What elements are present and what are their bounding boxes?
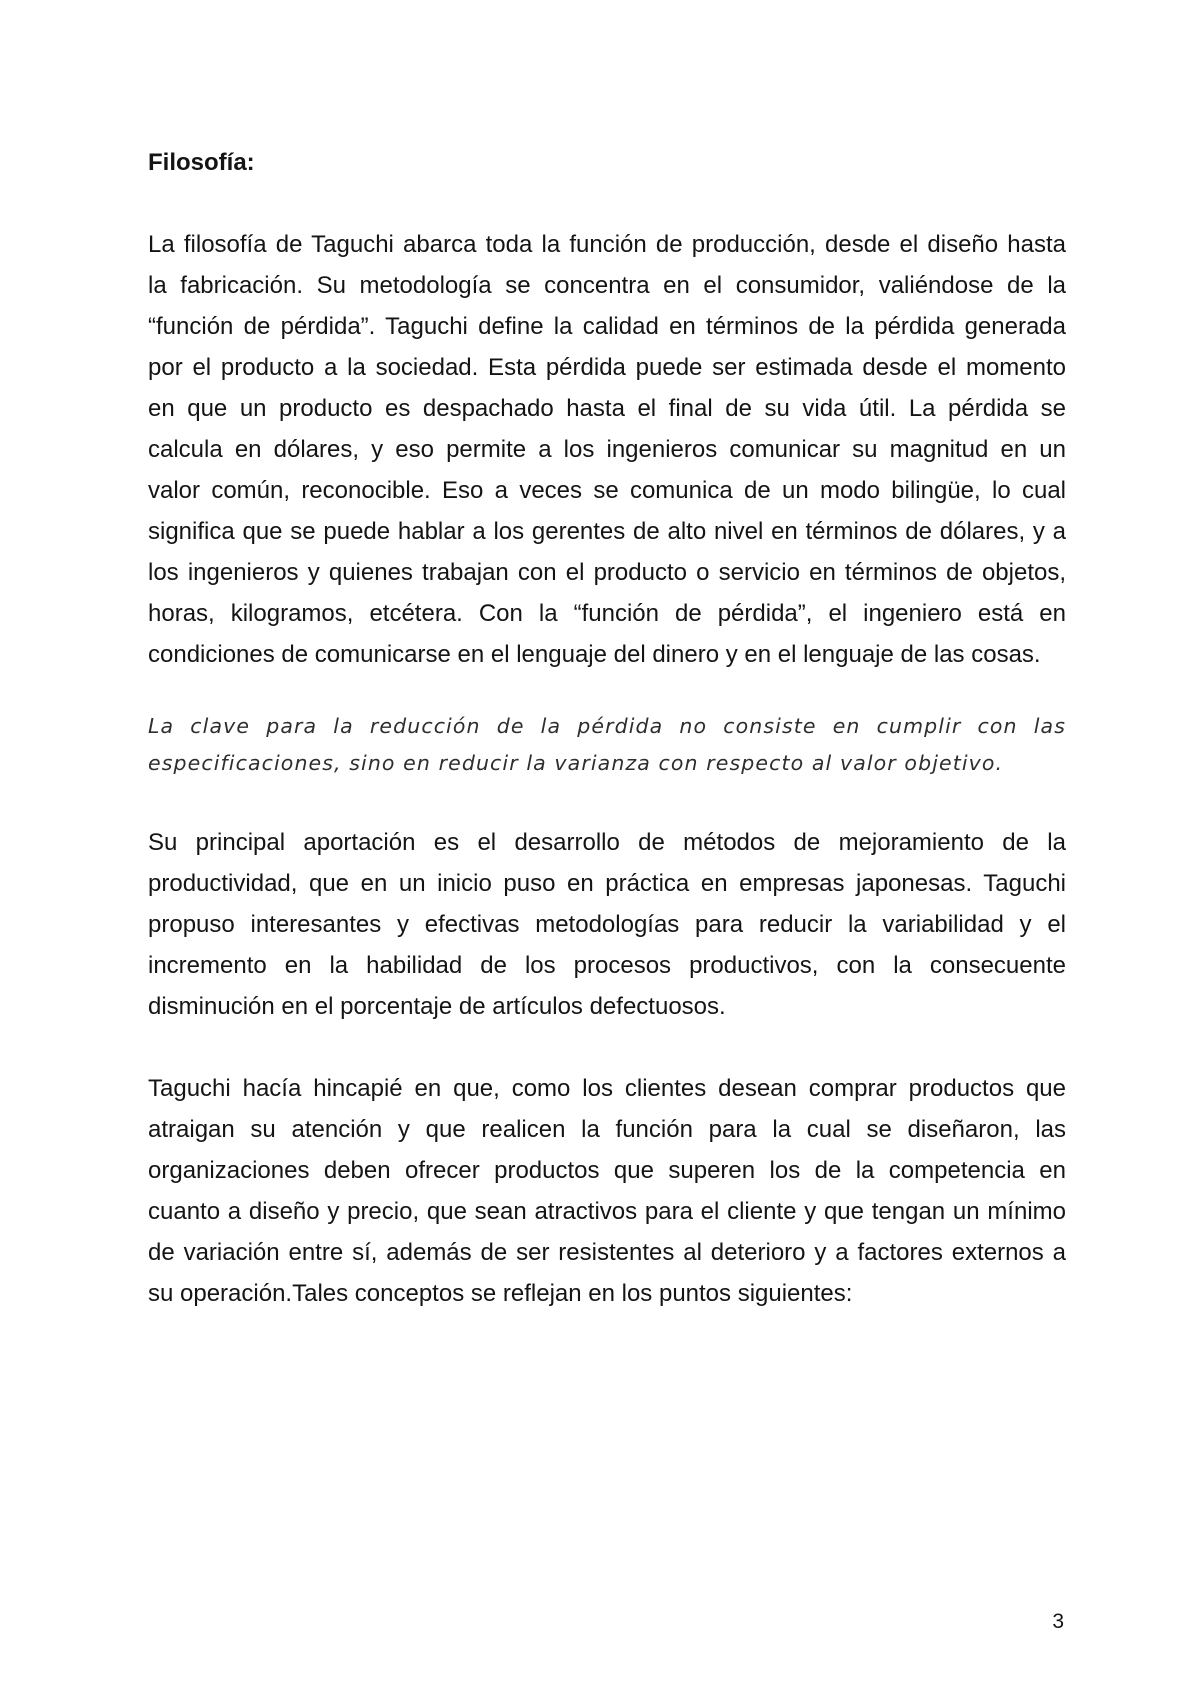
paragraph-line: productividad, que en un inicio puso en práctica en empresas japonesas. Taguchi [148,870,1066,897]
paragraph-line: “función de pérdida”. Taguchi define la calidad en términos de la pérdida generada [148,313,1066,340]
paragraph-line: Taguchi hacía hincapié en que, como los clientes desean comprar productos que [148,1075,1066,1102]
paragraph-1 [148,224,1066,675]
paragraph-line: organizaciones deben ofrecer productos que superen los de la competencia en [148,1157,1066,1184]
paragraph-line: significa que se puede hablar a los gerentes de alto nivel en términos de dólares, y a [148,518,1066,545]
paragraph-line: atraigan su atención y que realicen la función para la cual se diseñaron, las [148,1116,1066,1143]
paragraph-line: calcula en dólares, y eso permite a los ingenieros comunicar su magnitud en un [148,436,1066,463]
paragraph-line: propuso interesantes y efectivas metodologías para reducir la variabilidad y el [148,911,1066,938]
highlighted-quote [148,708,1066,782]
paragraph-line: de variación entre sí, además de ser resistentes al deterioro y a factores externos a [148,1239,1066,1266]
section-heading: Filosofía: [148,149,255,176]
quote-line: La clave para la reducción de la pérdida no consiste en cumplir con las [148,714,1066,738]
paragraph-line: los ingenieros y quienes trabajan con el producto o servicio en términos de objetos, [148,559,1066,586]
paragraph-line: en que un producto es despachado hasta el final de su vida útil. La pérdida se [148,395,1066,422]
paragraph-line: la fabricación. Su metodología se concentra en el consumidor, valiéndose de la [148,272,1066,299]
paragraph-line: Su principal aportación es el desarrollo de métodos de mejoramiento de la [148,829,1066,856]
paragraph-line: condiciones de comunicarse en el lenguaje del dinero y en el lenguaje de las cosas. [148,641,1041,668]
paragraph-3 [148,1068,1066,1314]
paragraph-line: disminución en el porcentaje de artículos defectuosos. [148,993,726,1020]
paragraph-line: horas, kilogramos, etcétera. Con la “función de pérdida”, el ingeniero está en [148,600,1066,627]
paragraph-line: incremento en la habilidad de los procesos productivos, con la consecuente [148,952,1066,979]
paragraph-line: cuanto a diseño y precio, que sean atractivos para el cliente y que tengan un mínimo [148,1198,1066,1225]
paragraph-line: valor común, reconocible. Eso a veces se comunica de un modo bilingüe, lo cual [148,477,1066,504]
paragraph-2 [148,822,1066,1027]
quote-line: especificaciones, sino en reducir la varianza con respecto al valor objetivo. [148,751,1004,775]
paragraph-line: su operación.Tales conceptos se reflejan en los puntos siguientes: [148,1280,853,1307]
page-number: 3 [1052,1610,1064,1633]
paragraph-line: La filosofía de Taguchi abarca toda la función de producción, desde el diseño hasta [148,231,1066,258]
paragraph-line: por el producto a la sociedad. Esta pérdida puede ser estimada desde el momento [148,354,1066,381]
